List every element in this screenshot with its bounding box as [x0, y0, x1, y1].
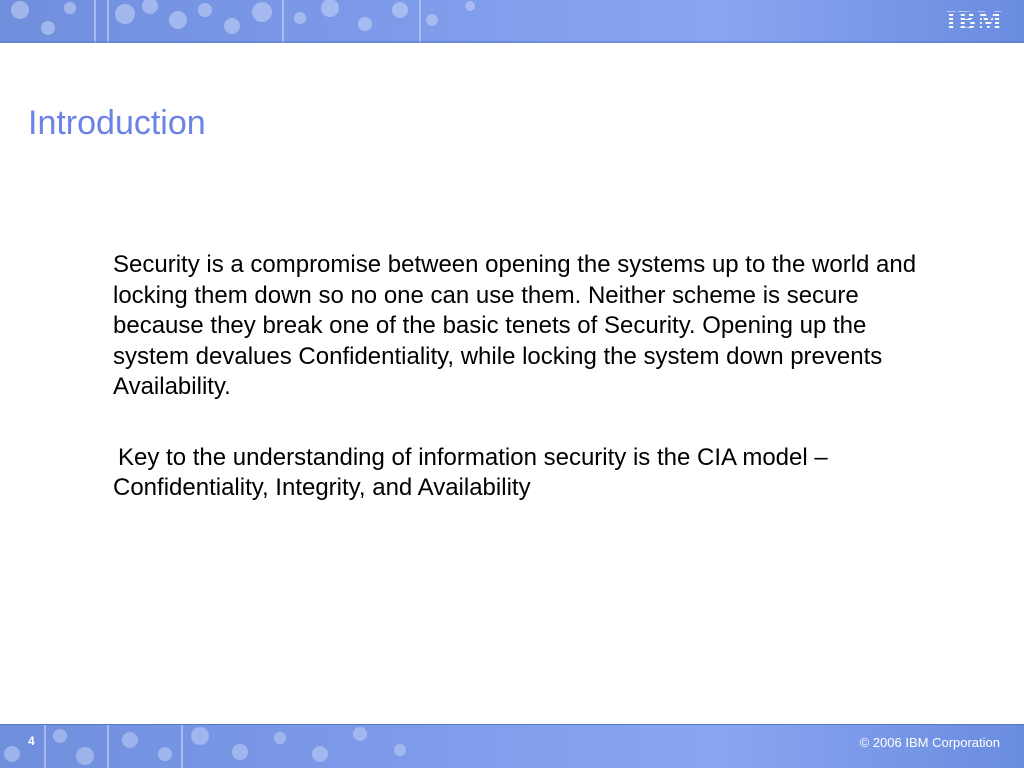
- copyright-notice: © 2006 IBM Corporation: [859, 735, 1000, 750]
- header-banner: [0, 0, 1024, 43]
- footer-banner: [0, 724, 1024, 768]
- page-number: 4: [28, 734, 35, 748]
- slide-body: [113, 250, 943, 544]
- ibm-logo: IBM: [946, 6, 1004, 35]
- banner-decoration: [0, 0, 1024, 43]
- body-paragraph: Key to the understanding of information security is the CIA model – Confidentiality, Integrity, and Availability: [113, 443, 828, 501]
- slide-title: Introduction: [28, 104, 206, 142]
- body-paragraph: Security is a compromise between opening the systems up to the world and locking them down so no one can use them. Neither scheme is secure because they break one of the basic tenets of Security. Opening up the system devalues Confidentiality, while locking the system down prevents Availability.: [113, 251, 917, 400]
